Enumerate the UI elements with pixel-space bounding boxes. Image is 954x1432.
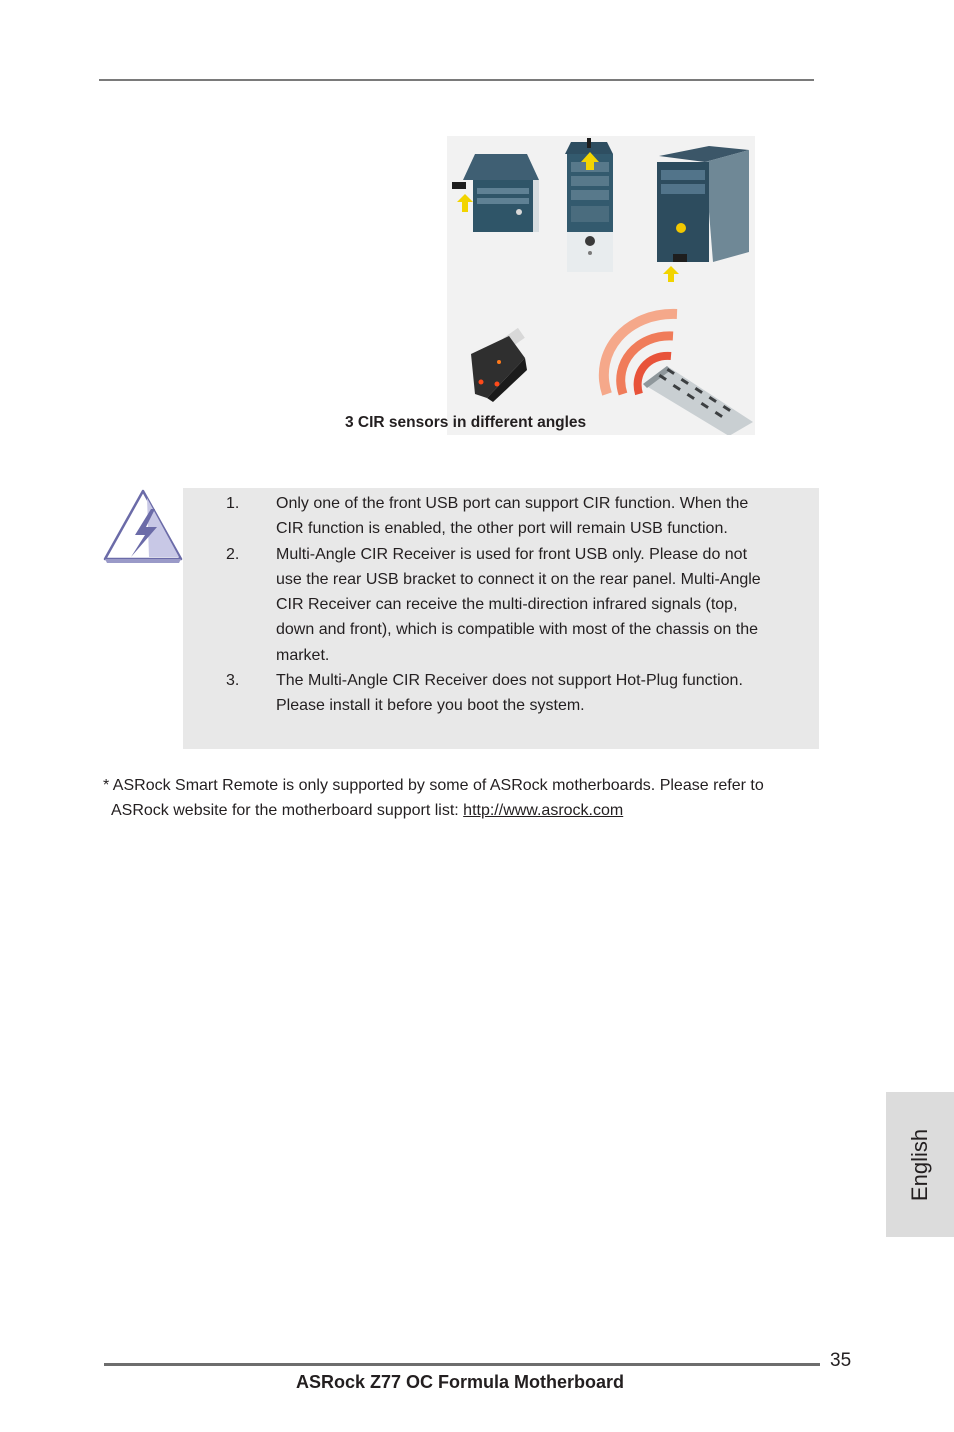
footer-title: ASRock Z77 OC Formula Motherboard: [296, 1372, 625, 1392]
footnote-line-2-text: ASRock website for the motherboard support list:: [111, 802, 464, 820]
note-text: Only one of the front USB port can support CIR function. When the CIR function is enabled, the other port will remain USB function.: [276, 495, 749, 538]
figure-caption: 3 CIR sensors in different angles: [345, 414, 587, 431]
bottom-rule: [104, 1363, 820, 1366]
asrock-website-link[interactable]: http://www.asrock.com: [463, 802, 624, 820]
note-item-3: [183, 668, 819, 719]
note-number: 3.: [226, 672, 240, 690]
language-label: English: [907, 1128, 932, 1201]
desktop-pc-illustration: [452, 154, 539, 232]
lightning-warning-icon: [101, 489, 183, 565]
page-number: 35: [830, 1350, 852, 1371]
note-number: 1.: [226, 495, 240, 512]
top-rule: [99, 79, 814, 81]
cir-sensors-figure: [447, 136, 755, 435]
tower-pc-illustration: [565, 138, 613, 272]
footnote-line-2: [103, 798, 813, 823]
note-number: 2.: [226, 545, 240, 563]
note-list: [183, 491, 819, 719]
large-tower-pc-illustration: [657, 146, 749, 282]
note-text: The Multi-Angle CIR Receiver does not support Hot-Plug function. Please install it before you boot the system.: [276, 672, 743, 715]
language-side-tab: [886, 1092, 954, 1237]
note-item-2: [183, 542, 819, 668]
note-box: [183, 488, 819, 749]
footnote-line-1: * ASRock Smart Remote is only supported by some of ASRock motherboards. Please refer to: [103, 777, 764, 794]
note-text: Multi-Angle CIR Receiver is used for front USB only. Please do not use the rear USB bracket to connect it on the rear panel. Multi-Angle CIR Receiver can receive the multi-direction infrared signals (top, down and front), which is compatible with most of the chassis on the market.: [276, 545, 761, 664]
cir-receiver-illustration: [471, 328, 527, 402]
footnote: [103, 773, 813, 824]
note-item-1: [183, 491, 819, 542]
remote-control-illustration: [643, 366, 753, 435]
